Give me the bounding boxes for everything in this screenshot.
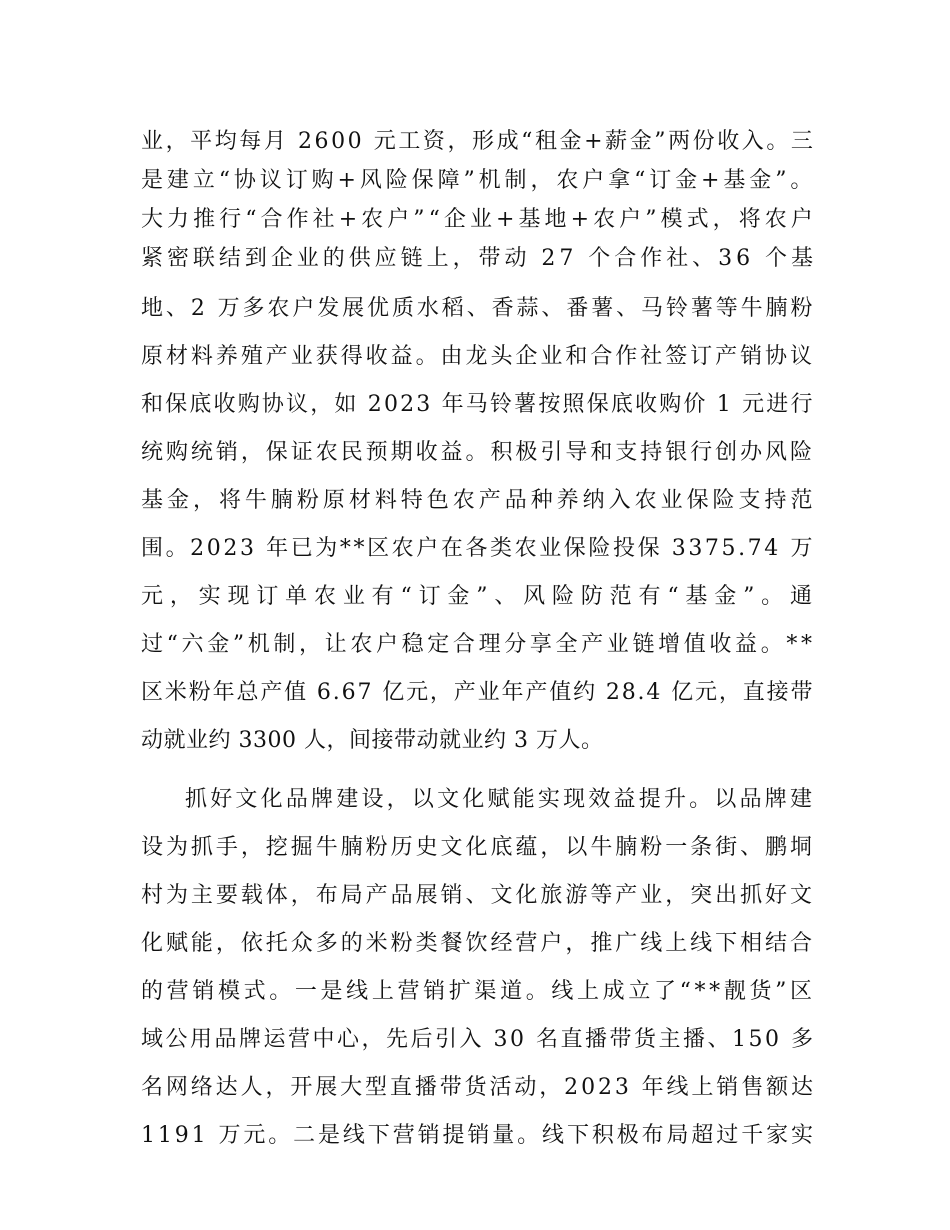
- text-line: 过“六金”机制，让农户稳定合理分享全产业链增值收益。**: [141, 632, 816, 657]
- text-line: 1191 万元。二是线下营销提销量。线下积极布局超过千家实: [141, 1123, 816, 1148]
- text-line: 围。2023 年已为**区农户在各类农业保险投保 3375.74 万: [141, 536, 816, 561]
- text-line: 元，实现订单农业有“订金”、风险防范有“基金”。通: [141, 584, 819, 609]
- text-line: 紧密联结到企业的供应链上，带动 27 个合作社、36 个基: [141, 246, 817, 271]
- text-line: 统购统销，保证农民预期收益。积极引导和支持银行创办风险: [141, 440, 815, 465]
- text-line: 地、2 万多农户发展优质水稻、香蒜、番薯、马铃薯等牛腩粉: [141, 296, 816, 321]
- text-line: 和保底收购协议，如 2023 年马铃薯按照保底收购价 1 元进行: [141, 392, 815, 417]
- text-line: 是建立“协议订购+风险保障”机制，农户拿“订金+基金”。: [141, 168, 817, 193]
- text-line: 化赋能，依托众多的米粉类餐饮经营户，推广线上线下相结合: [141, 931, 815, 956]
- text-line: 动就业约 3300 人，间接带动就业约 3 万人。: [141, 728, 604, 753]
- text-line: 区米粉年总产值 6.67 亿元，产业年产值约 28.4 亿元，直接带: [141, 680, 815, 705]
- text-line: 原材料养殖产业获得收益。由龙头企业和合作社签订产销协议: [141, 344, 815, 369]
- text-line: 名网络达人，开展大型直播带货活动，2023 年线上销售额达: [141, 1075, 816, 1100]
- paragraph-first-line: 抓好文化品牌建设，以文化赋能实现效益提升。以品牌建: [185, 787, 816, 812]
- text-line: 业，平均每月 2600 元工资，形成“租金+薪金”两份收入。三: [141, 129, 816, 154]
- text-line: 基金，将牛腩粉原材料特色农产品种养纳入农业保险支持范: [141, 488, 817, 513]
- text-line: 大力推行“合作社+农户”“企业+基地+农户”模式，将农户: [141, 207, 817, 232]
- text-line: 的营销模式。一是线上营销扩渠道。线上成立了“**靓货”区: [141, 979, 816, 1004]
- text-line: 设为抓手，挖掘牛腩粉历史文化底蕴，以牛腩粉一条街、鹏垌: [141, 835, 815, 860]
- text-line: 村为主要载体，布局产品展销、文化旅游等产业，突出抓好文: [141, 883, 815, 908]
- text-line: 域公用品牌运营中心，先后引入 30 名直播带货主播、150 多: [141, 1027, 816, 1052]
